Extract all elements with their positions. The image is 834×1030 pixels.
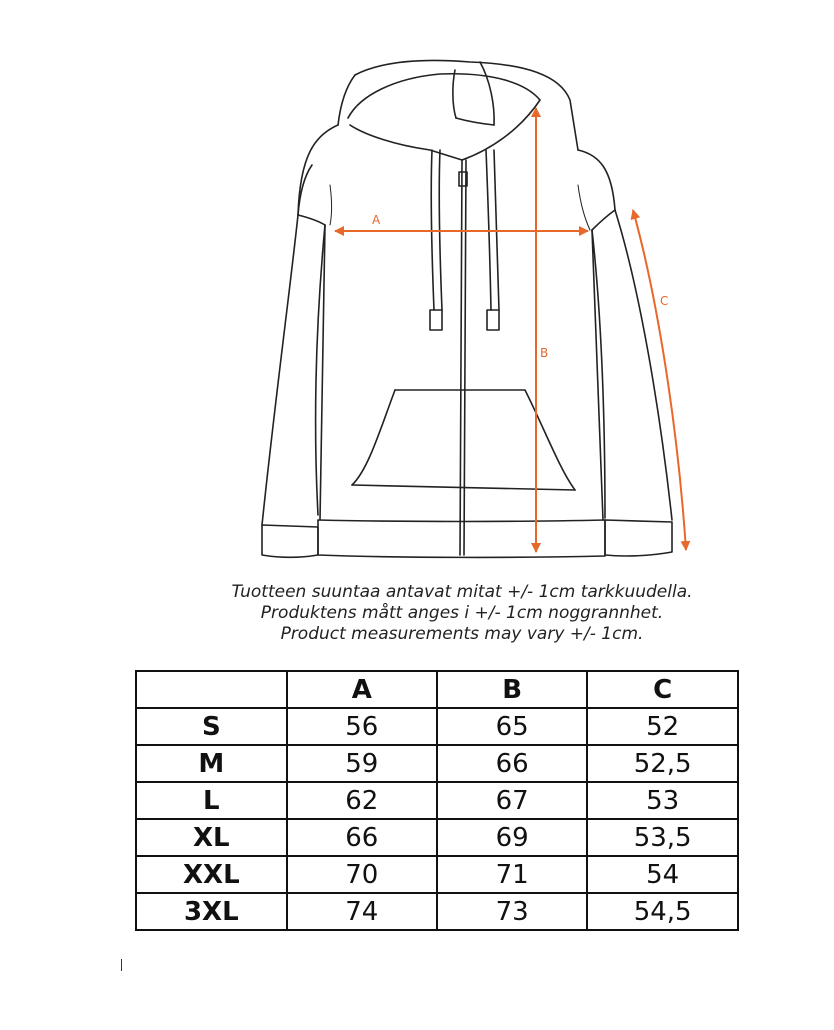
- value-a: 66: [287, 819, 437, 856]
- value-b: 66: [437, 745, 587, 782]
- text-cursor: [121, 959, 122, 971]
- table-row: [136, 893, 738, 930]
- header-b: B: [437, 671, 587, 708]
- value-a: 62: [287, 782, 437, 819]
- measure-c-arrow: [633, 210, 686, 550]
- value-c: 52,5: [587, 745, 738, 782]
- value-c: 52: [587, 708, 738, 745]
- header-c: C: [587, 671, 738, 708]
- measure-c-label: C: [660, 294, 669, 308]
- table-row: [136, 819, 738, 856]
- value-c: 53: [587, 782, 738, 819]
- size-label: XL: [136, 819, 287, 856]
- note-finnish: Tuotteen suuntaa antavat mitat +/- 1cm tarkkuudella.: [231, 582, 693, 602]
- value-b: 71: [437, 856, 587, 893]
- value-a: 59: [287, 745, 437, 782]
- header-size: [136, 671, 287, 708]
- note-english: Product measurements may vary +/- 1cm.: [280, 624, 644, 644]
- table-header-row: [136, 671, 738, 708]
- measure-b: [536, 108, 548, 552]
- table-row: [136, 745, 738, 782]
- value-c: 54: [587, 856, 738, 893]
- header-a: A: [287, 671, 437, 708]
- measure-b-label: B: [540, 346, 549, 360]
- measure-c: [633, 210, 686, 550]
- table-row: [136, 856, 738, 893]
- hoodie-outline: [262, 61, 672, 558]
- value-b: 73: [437, 893, 587, 930]
- value-b: 67: [437, 782, 587, 819]
- note-swedish: Produktens mått anges i +/- 1cm noggrannhet.: [260, 603, 664, 623]
- size-label: L: [136, 782, 287, 819]
- value-b: 69: [437, 819, 587, 856]
- value-a: 56: [287, 708, 437, 745]
- size-label: M: [136, 745, 287, 782]
- size-label: XXL: [136, 856, 287, 893]
- value-c: 54,5: [587, 893, 738, 930]
- table-row: [136, 782, 738, 819]
- value-a: 70: [287, 856, 437, 893]
- table-row: [136, 708, 738, 745]
- size-label: S: [136, 708, 287, 745]
- measure-a-label: A: [372, 213, 381, 227]
- value-a: 74: [287, 893, 437, 930]
- value-b: 65: [437, 708, 587, 745]
- size-label: 3XL: [136, 893, 287, 930]
- size-table: [135, 670, 739, 931]
- measurement-notes: [0, 582, 834, 645]
- value-c: 53,5: [587, 819, 738, 856]
